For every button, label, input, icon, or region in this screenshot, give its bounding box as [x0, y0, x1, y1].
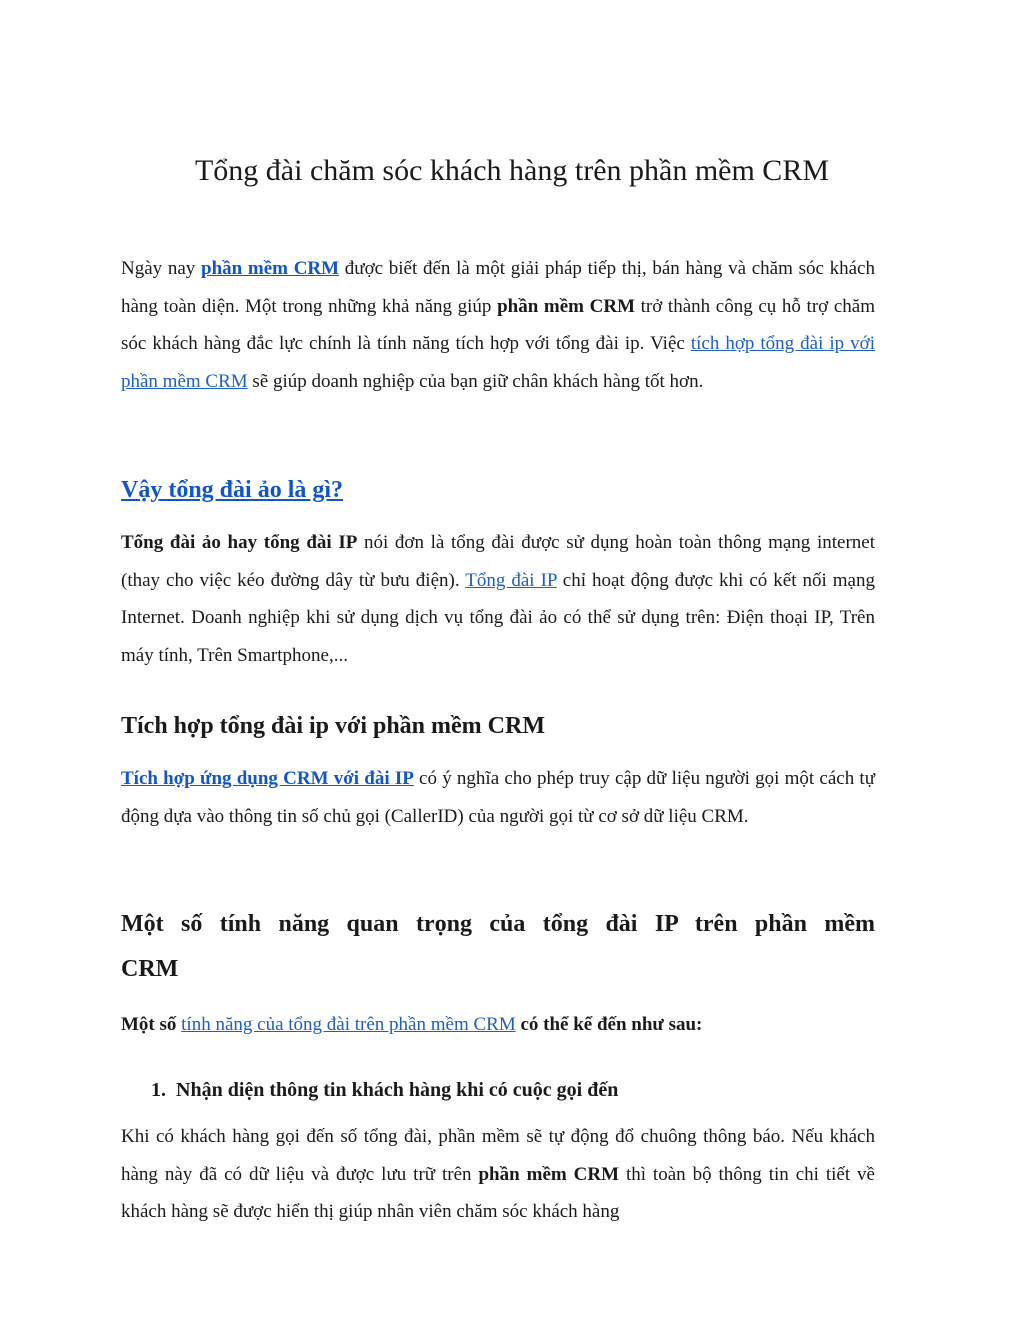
section3-lead-bold2: có thể kể đến như sau: — [515, 1014, 703, 1035]
ip-pbx-link[interactable]: Tổng đài IP — [465, 569, 557, 591]
section2-paragraph — [121, 760, 875, 835]
section1-paragraph — [121, 524, 875, 674]
integrate-ip-crm-link[interactable]: tích hợp tổng đài ip với phần mềm CRM — [121, 333, 876, 392]
section3-paragraph — [121, 1118, 875, 1231]
section1-bold: Tổng đài ảo hay tổng đài IP — [121, 532, 358, 553]
intro-text-2: được biết đến là một giải pháp tiếp thị, bán hàng và chăm sóc khách hàng toàn diện. Một trong những khả năng giúp — [121, 258, 875, 317]
pbx-features-link[interactable]: tính năng của tổng đài trên phần mềm CRM — [181, 1014, 516, 1035]
section3-lead-bold1: Một số — [121, 1014, 182, 1035]
section3-heading-line2: CRM — [121, 956, 179, 982]
page-title: Tổng đài chăm sóc khách hàng trên phần mềm CRM — [194, 154, 829, 187]
section3-bold-crm: phần mềm CRM — [478, 1163, 620, 1185]
crm-ip-integration-link[interactable]: Tích hợp ứng dụng CRM với đài IP — [121, 768, 414, 789]
section3-lead — [121, 1008, 875, 1042]
section2-text: có ý nghĩa cho phép truy cập dữ liệu người gọi một cách tự động dựa vào thông tin số chủ gọi (CallerID) của người gọi từ cơ sở dữ liệu CRM. — [121, 768, 875, 827]
list-item — [151, 1075, 875, 1105]
section3-heading — [121, 902, 875, 992]
list-number: 1. — [151, 1079, 166, 1101]
section1-heading — [121, 472, 875, 508]
section1-text-2: chỉ hoạt động được khi có kết nối mạng Internet. Doanh nghiệp khi sử dụng dịch vụ tổng đài ảo có thể sử dụng trên: Điện thoại IP, Trên máy tính, Trên Smartphone,... — [121, 569, 875, 666]
intro-bold-crm: phần mềm CRM — [497, 295, 635, 317]
intro-text-1: Ngày nay — [121, 258, 201, 279]
section1-text-1: nói đơn là tổng đài được sử dụng hoàn toàn thông mạng internet (thay cho việc kéo đường dây từ bưu điện). — [121, 532, 875, 591]
section3-heading-line1: Một số tính năng quan trọng của tổng đài IP trên phần mềm — [121, 911, 875, 937]
section3-text-2: thì toàn bộ thông tin chi tiết về khách hàng sẽ được hiển thị giúp nhân viên chăm sóc khách hàng — [121, 1163, 875, 1222]
intro-paragraph — [121, 250, 875, 400]
intro-text-4: sẽ giúp doanh nghiệp của bạn giữ chân khách hàng tốt hơn. — [247, 370, 704, 392]
virtual-pbx-heading-link[interactable]: Vậy tổng đài ảo là gì? — [121, 477, 344, 503]
list-item-title: Nhận diện thông tin khách hàng khi có cuộc gọi đến — [176, 1079, 619, 1101]
crm-software-link[interactable]: phần mềm CRM — [201, 258, 340, 279]
section3-text-1: Khi có khách hàng gọi đến số tổng đài, phần mềm sẽ tự động đổ chuông thông báo. Nếu khách hàng này đã có dữ liệu và được lưu trữ trên — [121, 1126, 875, 1185]
section2-heading: Tích hợp tổng đài ip với phần mềm CRM — [121, 713, 545, 739]
intro-text-3: trở thành công cụ hỗ trợ chăm sóc khách hàng đắc lực chính là tính năng tích hợp với tổng đài ip. Việc — [121, 295, 875, 354]
